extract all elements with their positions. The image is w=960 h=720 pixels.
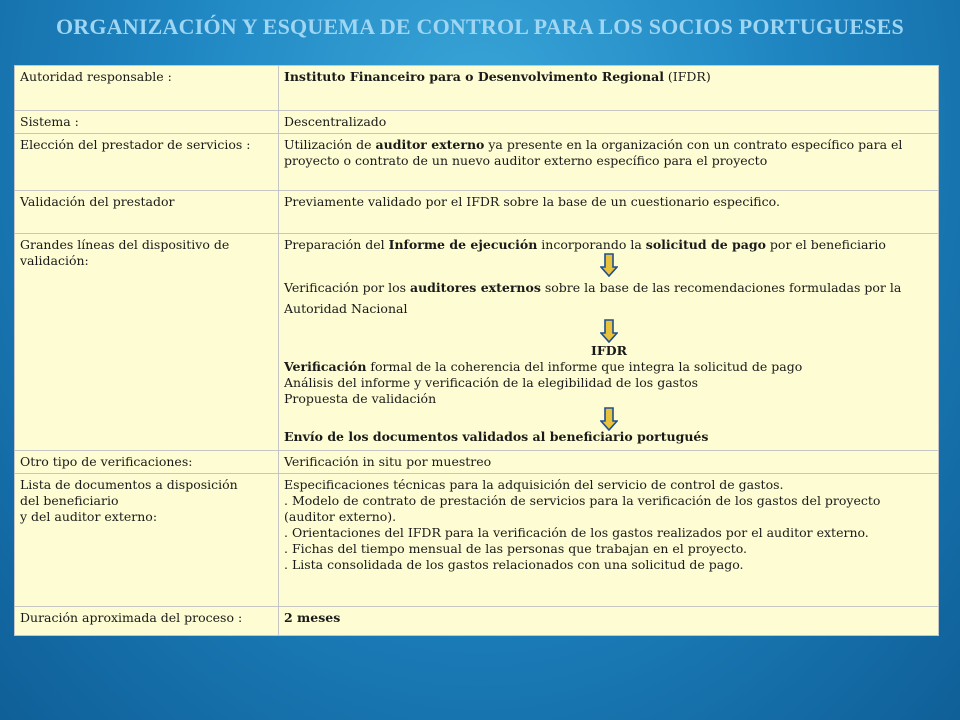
- validation-flow: [279, 234, 939, 451]
- row-value: [279, 66, 939, 111]
- row-label: Validación del prestador: [15, 191, 279, 234]
- label-line: del beneficiario: [20, 493, 119, 508]
- table-row: [15, 66, 939, 111]
- table-row: [15, 191, 939, 234]
- down-arrow-icon: [600, 407, 618, 431]
- row-label: Elección del prestador de servicios :: [15, 134, 279, 191]
- list-item: . Modelo de contrato de prestación de servicios para la verificación de los gastos del proyecto (auditor externo).: [284, 493, 881, 524]
- row-value: Descentralizado: [279, 111, 939, 134]
- flow-arrow: [284, 407, 934, 429]
- row-label: Grandes líneas del dispositivo de validación:: [15, 234, 279, 451]
- table-row: [15, 111, 939, 134]
- down-arrow-icon: [600, 253, 618, 277]
- row-value: Verificación in situ por muestreo: [279, 451, 939, 474]
- row-label: Otro tipo de verificaciones:: [15, 451, 279, 474]
- row-label: Sistema :: [15, 111, 279, 134]
- list-item: . Lista consolidada de los gastos relacionados con una solicitud de pago.: [284, 557, 744, 572]
- flow-arrow: [284, 319, 934, 343]
- documents-list: [279, 474, 939, 607]
- label-line: Lista de documentos a disposición: [20, 477, 238, 492]
- table-row: [15, 474, 939, 607]
- table-row: [15, 134, 939, 191]
- list-item: . Orientaciones del IFDR para la verificación de los gastos realizados por el auditor externo.: [284, 525, 869, 540]
- down-arrow-icon: [600, 319, 618, 343]
- text-segment: Utilización de: [284, 137, 376, 152]
- flow-step-3-line: Análisis del informe y verificación de la elegibilidad de los gastos: [284, 375, 699, 390]
- flow-step-3-line: Propuesta de validación: [284, 391, 437, 406]
- flow-step-4: Envío de los documentos validados al beneficiario portugués: [284, 429, 709, 444]
- control-scheme-table: [14, 65, 939, 636]
- list-item: Especificaciones técnicas para la adquisición del servicio de control de gastos.: [284, 477, 784, 492]
- authority-name: Instituto Financeiro para o Desenvolvimento Regional: [284, 69, 664, 84]
- authority-acronym: (IFDR): [663, 69, 711, 84]
- flow-step-1: Preparación del Informe de ejecución incorporando la solicitud de pago por el beneficiario: [284, 237, 886, 252]
- table-row: [15, 234, 939, 451]
- table-row: [15, 451, 939, 474]
- flow-step-3-line: Verificación formal de la coherencia del informe que integra la solicitud de pago: [284, 359, 803, 374]
- list-item: . Fichas del tiempo mensual de las personas que trabajan en el proyecto.: [284, 541, 747, 556]
- row-value: 2 meses: [279, 607, 939, 636]
- row-value: Previamente validado por el IFDR sobre la base de un cuestionario especifico.: [279, 191, 939, 234]
- text-segment-bold: auditor externo: [375, 137, 485, 152]
- row-label: [15, 474, 279, 607]
- label-line: y del auditor externo:: [20, 509, 158, 524]
- row-label: Duración aproximada del proceso :: [15, 607, 279, 636]
- slide-title: ORGANIZACIÓN Y ESQUEMA DE CONTROL PARA LOS SOCIOS PORTUGUESES: [56, 14, 904, 39]
- row-value: [279, 134, 939, 191]
- flow-step-3-heading: IFDR: [591, 343, 627, 358]
- row-label: Autoridad responsable :: [15, 66, 279, 111]
- flow-step-2: Verificación por los auditores externos sobre la base de las recomendaciones formuladas por la Autoridad Nacional: [284, 280, 902, 316]
- table-row: [15, 607, 939, 636]
- text-segment: ya presente en la organización con un contrato específico para el proyecto o contrato de un nuevo auditor externo específico para el proyecto: [284, 137, 903, 168]
- flow-arrow: [284, 253, 934, 277]
